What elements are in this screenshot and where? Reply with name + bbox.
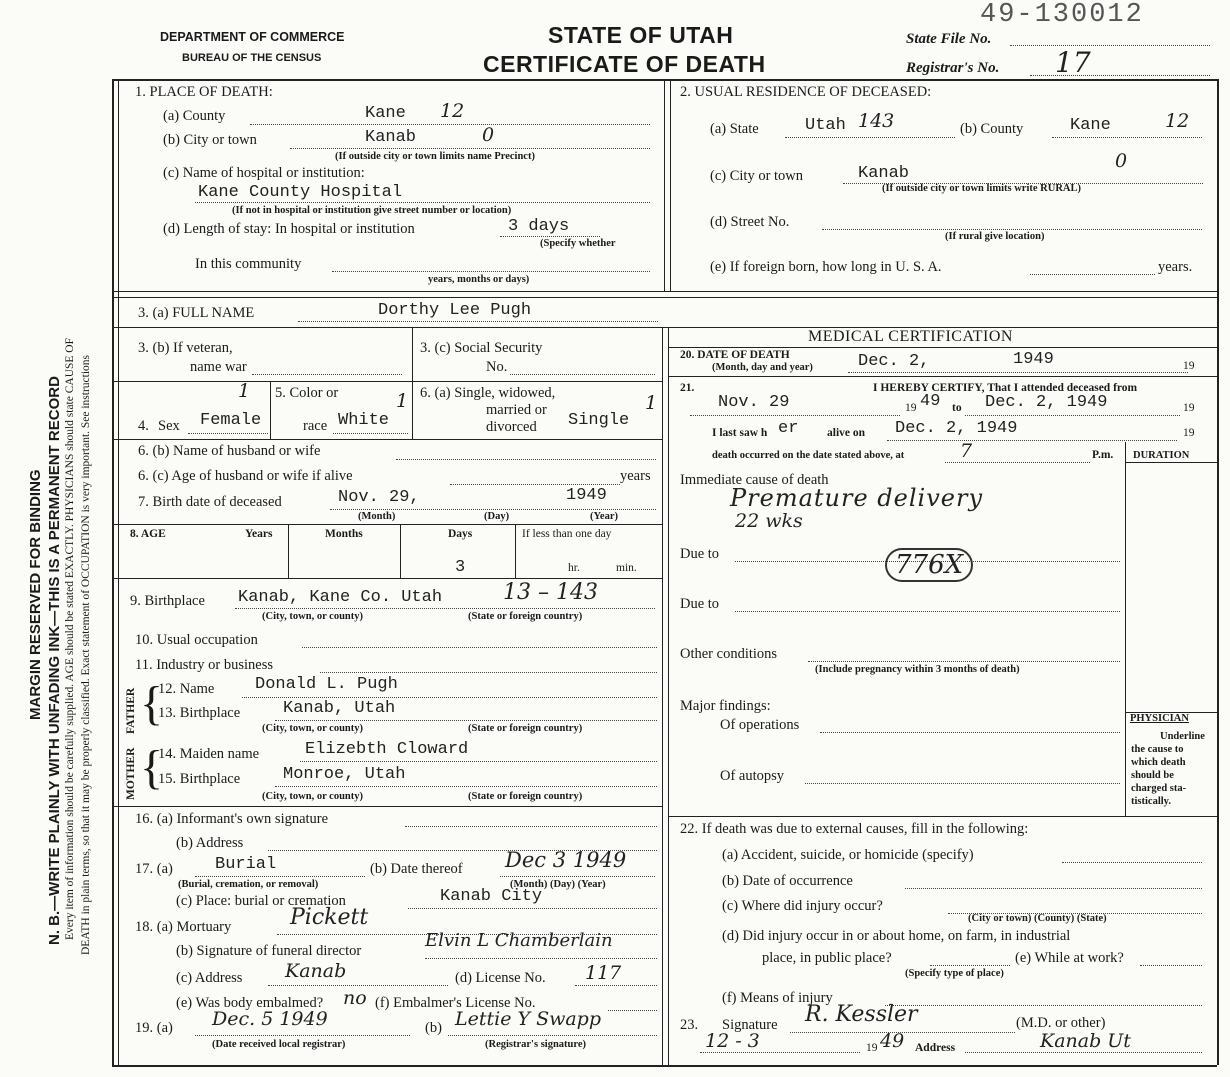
signature-address-label: Address [915, 1042, 956, 1054]
place-city-value: Kanab [365, 128, 417, 147]
registrar-b-label: (b) [425, 1020, 442, 1036]
date-of-death-label: 20. DATE OF DEATH [680, 349, 790, 361]
license-label: (d) License No. [455, 970, 546, 986]
external-c-note: (City or town) (County) (State) [968, 913, 1107, 924]
alive-on-label: alive on [827, 427, 866, 439]
margin-instructions-1: Every item of information should be carefully supplied. AGE should be stated EXACTLY. PHYSICIANS should state CAUSE OF [64, 337, 76, 940]
industry-label: 11. Industry or business [135, 657, 274, 673]
physician-note-4: should be [1131, 770, 1174, 781]
veteran-label: 3. (b) If veteran, [138, 340, 233, 356]
spouse-age-years: years [620, 468, 651, 484]
mother-bp-note-state: (State or foreign country) [468, 791, 583, 802]
physician-note-3: which death [1131, 757, 1186, 768]
birth-month-note: (Month) [358, 511, 396, 522]
mother-birthplace-value: Monroe, Utah [283, 765, 406, 784]
birth-date-year: 1949 [566, 486, 607, 505]
place-city-note: (If outside city or town limits name Precinct) [335, 151, 535, 162]
license-value: 117 [585, 962, 622, 984]
age-min-label: min. [616, 562, 637, 574]
color-label: 5. Color or [275, 385, 339, 401]
marital-code: 1 [645, 392, 658, 414]
physician-note-5: charged sta- [1131, 783, 1187, 794]
certificate-title: CERTIFICATE OF DEATH [483, 51, 766, 77]
place-county-value: Kane [365, 104, 406, 123]
attended-to-value: Dec. 2, 1949 [985, 393, 1108, 412]
physician-tag: PHYSICIAN [1130, 713, 1189, 724]
date-of-death-19: 19 [1183, 360, 1195, 372]
birthplace-label: 9. Birthplace [130, 593, 205, 609]
signature-address-value: Kanab Ut [1040, 1030, 1131, 1052]
marital-label-2: married or [486, 402, 547, 418]
burial-date-label: (b) Date thereof [370, 861, 463, 877]
social-security-no-label: No. [486, 359, 508, 375]
immediate-cause-value-2: 22 wks [735, 510, 803, 532]
residence-state-value: Utah [805, 116, 846, 135]
mortuary-label: 18. (a) Mortuary [135, 919, 232, 935]
full-name-label: 3. (a) FULL NAME [138, 305, 255, 321]
age-days-label: Days [448, 528, 473, 540]
external-e-label: (e) While at work? [1015, 950, 1124, 966]
external-f-label: (f) Means of injury [722, 990, 833, 1006]
mother-name-label: 14. Maiden name [158, 746, 260, 762]
burial-place-label: (c) Place: burial or cremation [176, 893, 346, 909]
father-bp-note-city: (City, town, or county) [262, 723, 364, 734]
margin-instructions-2: DEATH in plain terms, so that it may be properly classified. Exact statement of OCCUPATION is very important. See instructions [80, 354, 92, 955]
marital-value: Single [568, 411, 630, 430]
external-a-label: (a) Accident, suicide, or homicide (specify) [722, 847, 974, 863]
external-c-label: (c) Where did injury occur? [722, 898, 883, 914]
residence-foreign-label: (e) If foreign born, how long in U. S. A. [710, 259, 942, 275]
registrar-signature: Lettie Y Swapp [455, 1008, 602, 1030]
birthplace-note-city: (City, town, or county) [262, 611, 364, 622]
certify-number: 21. [680, 382, 695, 394]
state-file-number: 49-130012 [980, 0, 1144, 30]
residence-street-note: (If rural give location) [945, 231, 1045, 242]
spouse-label: 6. (b) Name of husband or wife [138, 443, 321, 459]
residence-state-label: (a) State [710, 121, 759, 137]
bureau-header: BUREAU OF THE CENSUS [182, 52, 322, 64]
informant-label: 16. (a) Informant's own signature [135, 811, 329, 827]
sex-value: Female [200, 411, 262, 430]
residence-city-value: Kanab [858, 164, 910, 183]
father-name-label: 12. Name [158, 681, 215, 697]
registrar-signature-note: (Registrar's signature) [485, 1039, 586, 1050]
veteran-war-label: name war [190, 359, 247, 375]
attended-from-year: 49 [920, 392, 941, 411]
attended-from-19: 19 [905, 402, 917, 414]
residence-county-value: Kane [1070, 116, 1111, 135]
mortuary-value: Pickett [290, 905, 369, 930]
attended-from-value: Nov. 29 [718, 393, 790, 412]
state-title: STATE OF UTAH [548, 22, 734, 48]
date-of-death-value: Dec. 2, [858, 352, 930, 371]
birth-date-label: 7. Birth date of deceased [138, 494, 282, 510]
place-community-label: In this community [195, 256, 302, 272]
registrar-item-label: 19. (a) [135, 1020, 173, 1036]
marital-label: 6. (a) Single, widowed, [420, 385, 556, 401]
residence-city-label: (c) City or town [710, 168, 804, 184]
father-birthplace-label: 13. Birthplace [158, 705, 241, 721]
registrar-date-note: (Date received local registrar) [212, 1039, 346, 1050]
embalmed-label: (e) Was body embalmed? [176, 995, 324, 1011]
age-days-value: 3 [455, 558, 466, 577]
father-bp-note-state: (State or foreign country) [468, 723, 583, 734]
physician-signature: R. Kessler [805, 1002, 918, 1027]
birthplace-note-state: (State or foreign country) [468, 611, 583, 622]
occurred-time: 7 [960, 440, 973, 462]
major-findings-label: Major findings: [680, 698, 771, 714]
signature-number: 23. [680, 1017, 699, 1033]
occurred-label: death occurred on the date stated above, at [712, 450, 905, 461]
attended-to-label: to [952, 402, 962, 414]
embalmed-value: no [343, 987, 367, 1009]
physician-note-2: the cause to [1131, 744, 1184, 755]
signature-year: 49 [880, 1030, 905, 1052]
birth-date-month: Nov. 29, [338, 488, 420, 507]
signature-year-label: 19 [866, 1042, 878, 1054]
mother-bp-note-city: (City, town, or county) [262, 791, 364, 802]
age-months-label: Months [325, 528, 363, 540]
color-value: White [338, 411, 390, 430]
cause-code: 776X [885, 548, 973, 582]
state-file-label: State File No. [906, 31, 992, 47]
birth-day-note: (Day) [484, 511, 510, 522]
alive-label: I last saw h [712, 427, 768, 439]
sex-label: Sex [158, 418, 180, 434]
margin-binding-note: MARGIN RESERVED FOR BINDING [27, 469, 44, 720]
residence-city-code: 0 [1115, 150, 1128, 172]
place-city-code: 0 [482, 124, 495, 146]
birth-year-note: (Year) [590, 511, 618, 522]
burial-date-value: Dec 3 1949 [505, 848, 627, 872]
external-d-label: (d) Did injury occur in or about home, on farm, in industrial [722, 928, 1071, 944]
burial-note: (Burial, cremation, or removal) [178, 879, 319, 890]
immediate-cause-value: Premature delivery [730, 484, 984, 512]
mother-name-value: Elizebth Cloward [305, 740, 469, 759]
alive-her: er [778, 419, 799, 438]
father-tag: FATHER [125, 687, 137, 734]
full-name-value: Dorthy Lee Pugh [378, 301, 532, 320]
place-county-label: (a) County [163, 108, 226, 124]
birthplace-value: Kanab, Kane Co. Utah [238, 588, 443, 607]
age-label: 8. AGE [130, 528, 166, 540]
other-conditions-label: Other conditions [680, 646, 778, 662]
spouse-age-label: 6. (c) Age of husband or wife if alive [138, 468, 353, 484]
place-hospital-value: Kane County Hospital [198, 183, 403, 202]
place-county-code: 12 [440, 100, 465, 122]
age-years-label: Years [245, 528, 273, 540]
mother-tag: MOTHER [125, 747, 137, 800]
sex-number: 4. [138, 418, 149, 434]
external-d-label-2: place, in public place? [762, 950, 892, 966]
of-autopsy-label: Of autopsy [720, 768, 785, 784]
burial-value: Burial [215, 855, 277, 874]
registrar-label: Registrar's No. [906, 60, 1000, 76]
external-heading: 22. If death was due to external causes, fill in the following: [680, 821, 1029, 837]
director-address-value: Kanab [285, 960, 347, 982]
signature-label: Signature [722, 1017, 778, 1033]
father-name-value: Donald L. Pugh [255, 675, 398, 694]
residence-state-code: 143 [858, 110, 895, 132]
place-heading: 1. PLACE OF DEATH: [135, 84, 273, 100]
certify-text: I HEREBY CERTIFY, That I attended deceased from [873, 382, 1138, 394]
birthplace-code: 13 – 143 [503, 580, 598, 605]
burial-date-note: (Month) (Day) (Year) [510, 879, 606, 890]
residence-street-label: (d) Street No. [710, 214, 790, 230]
embalmer-license-label: (f) Embalmer's License No. [375, 995, 536, 1011]
director-signature: Elvin L Chamberlain [425, 930, 613, 951]
marital-label-3: divorced [486, 419, 537, 435]
mother-birthplace-label: 15. Birthplace [158, 771, 241, 787]
occupation-label: 10. Usual occupation [135, 632, 258, 648]
place-stay-label: (d) Length of stay: In hospital or institution [163, 221, 415, 237]
residence-city-note: (If outside city or town limits write RURAL) [882, 183, 1081, 194]
place-city-label: (b) City or town [163, 132, 257, 148]
physician-note-6: tistically. [1131, 796, 1171, 807]
residence-years-label: years. [1158, 259, 1193, 275]
external-b-label: (b) Date of occurrence [722, 873, 853, 889]
father-birthplace-value: Kanab, Utah [283, 699, 396, 718]
burial-number: 17. (a) [135, 861, 173, 877]
date-of-death-note: (Month, day and year) [712, 362, 813, 373]
occurred-pm: P.m. [1092, 449, 1114, 461]
residence-heading: 2. USUAL RESIDENCE OF DECEASED: [680, 84, 932, 100]
place-hospital-label: (c) Name of hospital or institution: [163, 165, 365, 181]
place-stay-note: (Specify whether [540, 238, 616, 249]
dept-header: DEPARTMENT OF COMMERCE [160, 30, 345, 44]
signature-date: 12 - 3 [705, 1030, 760, 1052]
social-security-label: 3. (c) Social Security [420, 340, 543, 356]
registrar-date-value: Dec. 5 1949 [212, 1008, 328, 1030]
place-stay-value: 3 days [508, 217, 570, 236]
other-conditions-note: (Include pregnancy within 3 months of death) [815, 664, 1020, 675]
medical-heading: MEDICAL CERTIFICATION [808, 328, 1013, 345]
duration-label: DURATION [1133, 450, 1190, 461]
physician-note-1: Underline [1160, 731, 1205, 742]
date-of-death-year: 1949 [1013, 350, 1054, 369]
alive-date-value: Dec. 2, 1949 [895, 419, 1018, 438]
margin-ink-note: N. B.—WRITE PLAINLY WITH UNFADING INK—THIS IS A PERMANENT RECORD [46, 376, 63, 945]
external-d-note: (Specify type of place) [905, 968, 1004, 979]
immediate-cause-label: Immediate cause of death [680, 472, 829, 488]
director-address-label: (c) Address [176, 970, 243, 986]
informant-address-label: (b) Address [176, 835, 244, 851]
place-community-note: years, months or days) [428, 274, 530, 285]
signature-md-label: (M.D. or other) [1016, 1015, 1106, 1031]
residence-county-label: (b) County [960, 121, 1024, 137]
place-hospital-note: (If not in hospital or institution give street number or location) [232, 205, 512, 216]
age-less-than-day-label: If less than one day [522, 528, 612, 540]
registrar-number: 17 [1055, 46, 1091, 79]
age-hr-label: hr. [568, 562, 580, 574]
race-label: race [303, 418, 328, 434]
color-code: 1 [396, 390, 409, 412]
due-to-label-1: Due to [680, 546, 720, 562]
due-to-label-2: Due to [680, 596, 720, 612]
of-operations-label: Of operations [720, 717, 800, 733]
sex-code: 1 [238, 380, 251, 402]
director-label: (b) Signature of funeral director [176, 943, 362, 959]
residence-county-code: 12 [1165, 110, 1190, 132]
burial-place-value: Kanab City [440, 887, 543, 906]
